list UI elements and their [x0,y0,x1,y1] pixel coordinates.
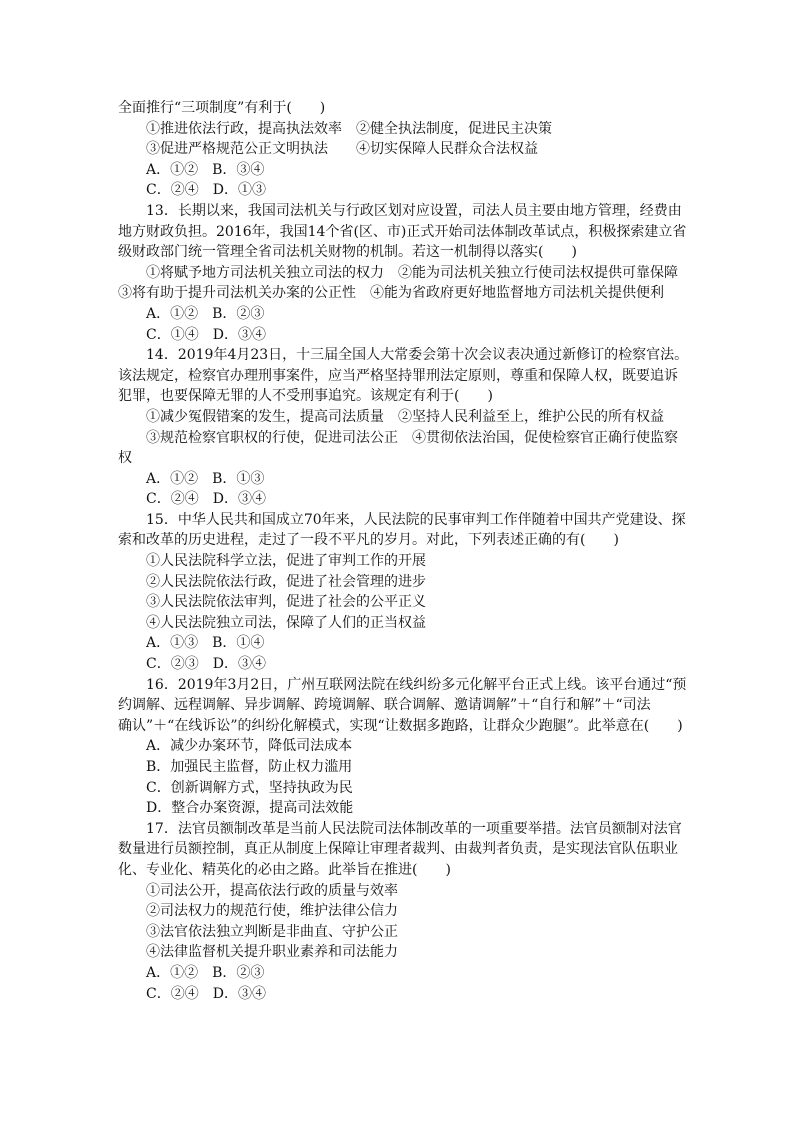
answer-line [118,180,678,201]
answer-b: B．②③ [212,964,265,981]
question-stem: 17．法官员额制改革是当前人民法院司法体制改革的一项重要举措。法官员额制对法官 [146,820,682,837]
option-1: ①推进依法行政，提高执法效率 [146,120,342,137]
option-line [118,407,678,428]
question-stem: 16．2019年3月2日，广州互联网法院在线纠纷多元化解平台正式上线。该平台通过“预 [146,676,687,693]
option-3: ③人民法院依法审判，促进了社会的公平正义 [146,594,426,611]
answer-line [118,489,678,510]
answer-d: D．①③ [212,182,266,199]
answer-line [118,633,678,654]
question-stem: 约调解、远程调解、异步调解、跨境调解、联合调解、邀请调解”＋“自行和解”＋“司法 [118,697,651,714]
option-4: ④法律监督机关提升职业素养和司法能力 [146,944,398,961]
answer-line [118,160,678,181]
question-stem: 化、专业化、精英化的必由之路。此举旨在推进( ) [118,861,451,878]
answer-c: C．②③ [146,656,199,673]
answer-d: D．③④ [212,656,266,673]
question-content [118,98,689,1004]
option-3: ③规范检察官职权的行使，促进司法公正 [146,429,398,446]
answer-b: B．③④ [212,161,265,178]
question-16 [118,675,687,819]
answer-d: D．整合办案资源，提高司法效能 [146,800,354,817]
question-stem: 该法规定，检察官办理刑事案件，应当严格坚持罪刑法定原则，尊重和保障人权，既要追诉 [118,367,678,384]
question-stem: 全面推行“三项制度”有利于( ) [118,100,326,116]
answer-c: C．②④ [146,491,199,508]
question-stem: 确认”＋“在线诉讼”的纠纷化解模式，实现“让数据多跑路，让群众少跑腿”。此举意在( ) [118,717,683,734]
question-15 [118,510,686,675]
answer-b: B．①④ [212,635,265,652]
option-line [118,119,678,140]
answer-a: A．减少办案环节，降低司法成本 [146,738,353,755]
option-4: ④切实保障人民群众合法权益 [356,141,538,158]
answer-d: D．③④ [212,491,266,508]
option-3: ③将有助于提升司法机关办案的公正性 [118,285,356,302]
question-stem: 索和改革的历史进程，走过了一段不平凡的岁月。对此，下列表述正确的有( ) [118,532,619,549]
option-line [118,139,678,160]
option-3: ③法官依法独立判断是非曲直、守护公正 [146,923,398,940]
option-1: ①减少冤假错案的发生，提高司法质量 [146,408,384,425]
option-line [118,283,678,304]
option-3: ③促进严格规范公正文明执法 [146,141,328,158]
answer-line [118,325,678,346]
answer-c: C．创新调解方式，坚持执政为民 [146,779,353,796]
answer-line [118,984,678,1005]
option-4: ④贯彻依法治国，促使检察官正确行使监察 [412,429,678,446]
answer-a: A．①③ [146,635,199,652]
question-stem: 级财政部门统一管理全省司法机关财物的机制。若这一机制得以落实( ) [118,244,577,261]
answer-b: B．①③ [212,470,265,487]
option-1: ①人民法院科学立法，促进了审判工作的开展 [146,553,426,570]
option-4: ④人民法院独立司法，保障了人们的正当权益 [146,614,426,631]
option-2: ②坚持人民利益至上，维护公民的所有权益 [398,408,664,425]
option-line-continued: 权 [118,450,132,467]
answer-line [118,654,678,675]
answer-c: C．②④ [146,182,199,199]
answer-a: A．①② [146,161,199,178]
question-stem: 14．2019年4月23日，十三届全国人大常委会第十次会议表决通过新修订的检察官法。 [146,347,689,364]
answer-line [118,304,678,325]
question-stem: 犯罪，也要保障无罪的人不受刑事追究。该规定有利于( ) [118,388,493,405]
answer-c: C．②④ [146,985,199,1002]
question-12 [118,98,678,201]
option-2: ②人民法院依法行政，促进了社会管理的进步 [146,573,426,590]
question-17 [118,819,682,1004]
answer-b: B．加强民主监督，防止权力滥用 [146,759,353,775]
option-4: ④能为省政府更好地监督地方司法机关提供便利 [370,285,664,302]
answer-line [118,963,678,984]
option-2: ②司法权力的规范行使，维护法律公信力 [146,903,398,920]
answer-line [118,469,678,490]
question-stem: 13．长期以来，我国司法机关与行政区划对应设置，司法人员主要由地方管理，经费由 [146,202,682,219]
question-14 [118,345,689,510]
answer-b: B．②③ [212,305,265,322]
answer-a: A．①② [146,964,199,981]
option-1: ①将赋予地方司法机关独立司法的权力 [146,264,384,281]
answer-a: A．①② [146,470,199,487]
option-2: ②健全执法制度，促进民主决策 [356,120,552,137]
answer-c: C．①④ [146,326,199,343]
option-line [118,263,678,284]
option-line [118,428,678,449]
question-stem: 15．中华人民共和国成立70年来，人民法院的民事审判工作伴随着中国共产党建设、探 [146,511,686,528]
question-stem: 数量进行员额控制，真正从制度上保障让审理者裁判、由裁判者负责，是实现法官队伍职业 [118,841,678,858]
question-13 [118,201,687,345]
answer-a: A．①② [146,305,199,322]
option-1: ①司法公开，提高依法行政的质量与效率 [146,882,398,899]
answer-d: D．③④ [212,326,266,343]
answer-d: D．③④ [212,985,266,1002]
option-2: ②能为司法机关独立行使司法权提供可靠保障 [398,264,678,281]
question-stem: 地方财政负担。2016年，我国14个省(区、市)正式开始司法体制改革试点，积极探索建立省 [118,223,687,240]
